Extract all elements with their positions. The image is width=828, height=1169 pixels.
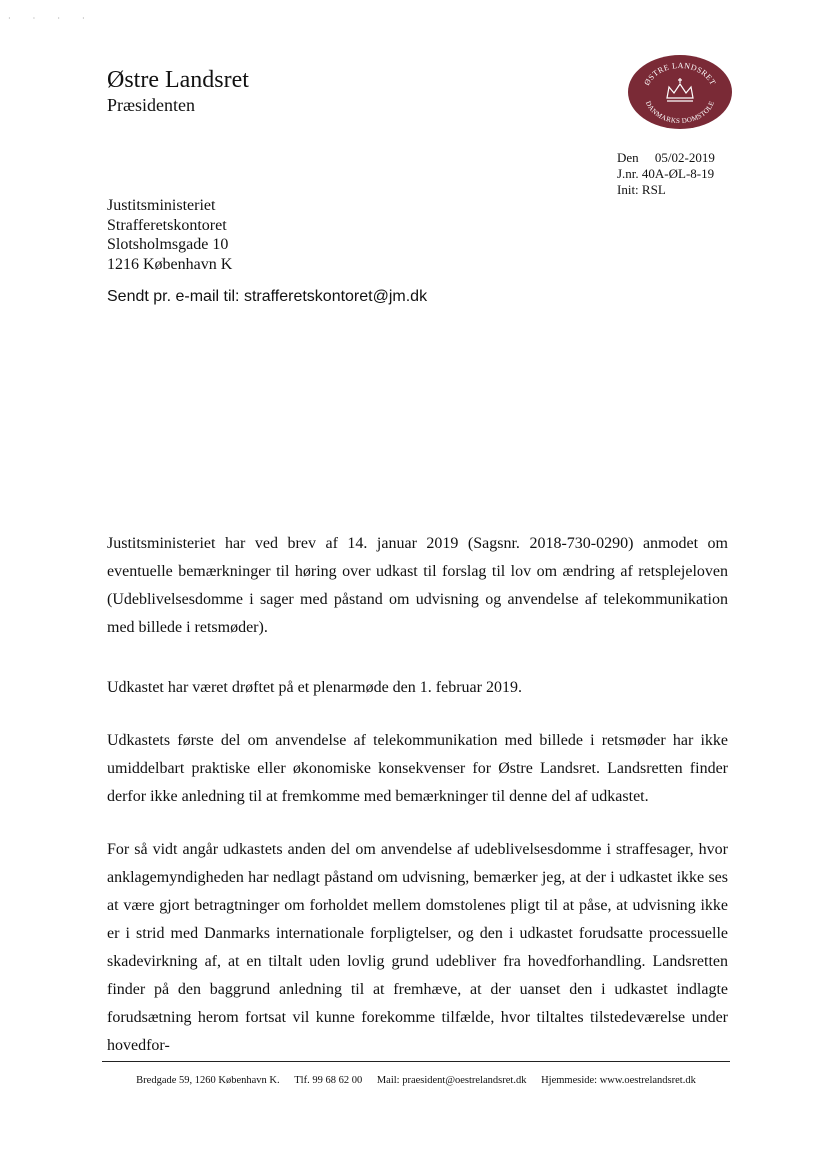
- footer-website: Hjemmeside: www.oestrelandsret.dk: [541, 1075, 696, 1086]
- body-paragraph: Udkastets første del om anvendelse af telekommunikation med billede i retsmøder har ikke umiddelbart praktiske eller økonomiske konsekvenser for Østre Landsret. Landsretten finder derfor ikke anledning til at fremkomme med bemærkninger til denne del af udkastet.: [107, 732, 728, 805]
- footer-divider: [102, 1061, 730, 1062]
- recipient-line: Slotsholmsgade 10: [107, 236, 229, 253]
- body-paragraph: Udkastet har været drøftet på et plenarmøde den 1. februar 2019.: [107, 679, 522, 696]
- footer-mail: Mail: praesident@oestrelandsret.dk: [376, 1075, 527, 1086]
- body-paragraph: Justitsministeriet har ved brev af 14. januar 2019 (Sagsnr. 2018-730-0290) anmodet om eventuelle bemærkninger til høring over udkast til forslag til lov om ændring af retsplejeloven (Udeblivelsesdomme i sager med påstand om udvisning og anvendelse af telekommunikation med billede i retsmøder).: [107, 535, 728, 636]
- letter-meta: [617, 150, 715, 198]
- date-label: Den: [617, 150, 639, 165]
- svg-text:ØSTRE LANDSRET: ØSTRE LANDSRET: [642, 60, 718, 87]
- footer-phone: Tlf. 99 68 62 00: [294, 1075, 363, 1086]
- court-name: Østre Landsret: [107, 67, 249, 93]
- recipient-line: 1216 København K: [107, 255, 233, 273]
- initials: Init: RSL: [617, 182, 666, 197]
- sender-title: Præsidenten: [107, 95, 195, 115]
- svg-text:DANMARKS DOMSTOLE: DANMARKS DOMSTOLE: [643, 99, 717, 126]
- footer-address: Bredgade 59, 1260 København K.: [136, 1075, 280, 1086]
- scan-artifact: · · · ·: [8, 14, 95, 23]
- recipient-line: Justitsministeriet: [107, 197, 216, 214]
- body-paragraph: For så vidt angår udkastets anden del om anvendelse af udeblivelsesdomme i straffesager, hvor anklagemyndigheden har nedlagt påstand om udvisning, bemærker jeg, at der i udkastet ikke ses at være gjort betragtninger om forholdet mellem domstolenes pligt til at påse, at udvisning ikke er i strid med Danmarks internationale forpligtelser, og den i udkastet forudsatte processuelle skadevirkning af, at en tiltalt uden lovlig grund udebliver fra hovedforhandling. Landsretten finder på den baggrund anledning til at fremhæve, at der uanset den i udkastet indlagte forudsætning herom fortsat vil kunne forekomme tilfælde, hvor tiltaltes tilstedeværelse under hovedfor-: [107, 841, 728, 1054]
- recipient-address: [107, 196, 232, 274]
- footer: [102, 1075, 730, 1086]
- letter-date: 05/02-2019: [654, 150, 715, 165]
- court-seal: [627, 54, 733, 130]
- recipient-line: Strafferetskontoret: [107, 216, 227, 234]
- case-number: J.nr. 40A-ØL-8-19: [617, 166, 715, 181]
- sent-by-email: Sendt pr. e-mail til: strafferetskontoret@jm.dk: [107, 288, 428, 305]
